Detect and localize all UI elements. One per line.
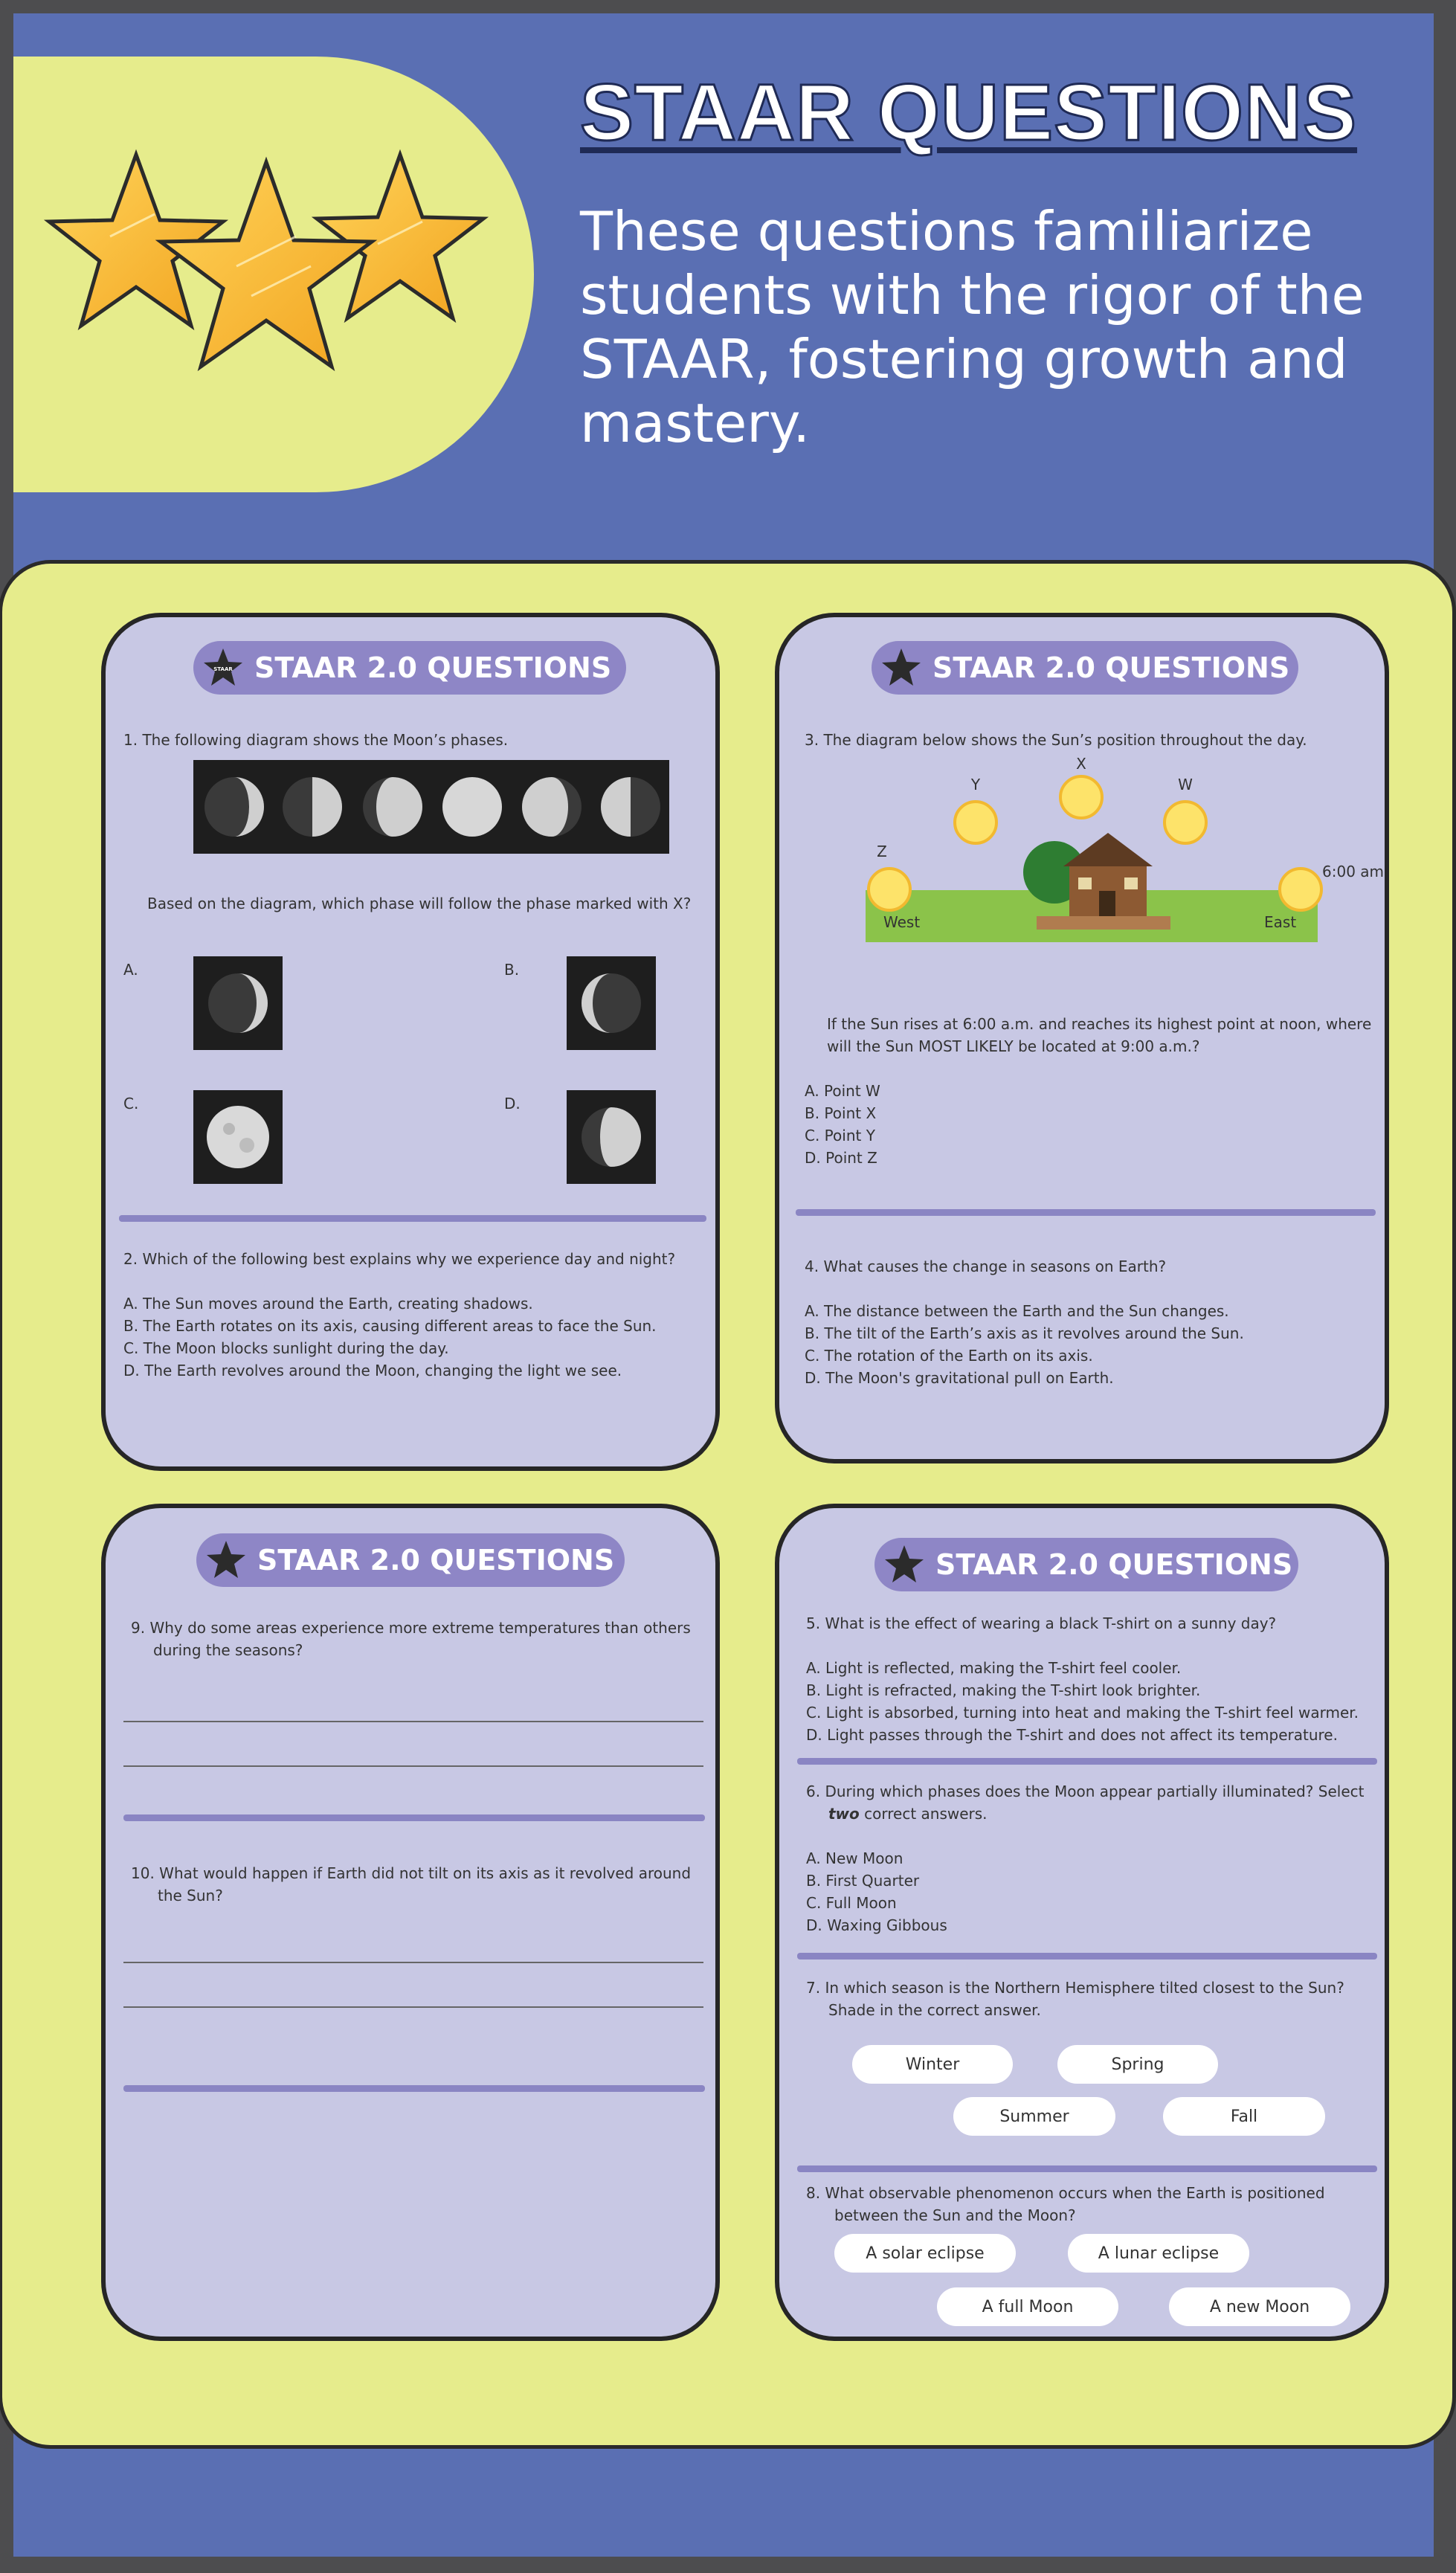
page-subtitle: These questions familiarize students with the rigor of the STAAR, fostering growth and mastery. — [580, 200, 1365, 454]
badge-text: STAAR — [213, 666, 233, 672]
option-c-moon-image[interactable] — [193, 1090, 283, 1184]
star-badge-icon — [202, 647, 244, 689]
q4-option-c[interactable]: C. The rotation of the Earth on its axis. — [805, 1347, 1093, 1365]
q4-option-b[interactable]: B. The tilt of the Earth’s axis as it revolves around the Sun. — [805, 1324, 1244, 1342]
question-2: 2. Which of the following best explains why we experience day and night? — [123, 1250, 676, 1268]
q8-choice-solar-eclipse[interactable]: A solar eclipse — [834, 2234, 1016, 2273]
time-label: 6:00 am — [1322, 863, 1385, 880]
q6-option-d[interactable]: D. Waxing Gibbous — [806, 1916, 947, 1934]
star-badge-icon — [205, 1539, 247, 1581]
question-3: 3. The diagram below shows the Sun’s position throughout the day. — [805, 731, 1307, 749]
option-b-label[interactable]: B. — [504, 961, 520, 979]
sun-label-y: Y — [970, 776, 981, 793]
q3-option-b[interactable]: B. Point X — [805, 1104, 877, 1122]
option-a-label[interactable]: A. — [123, 961, 138, 979]
card-title: STAAR 2.0 QUESTIONS — [257, 1544, 615, 1577]
answer-line[interactable] — [123, 1721, 703, 1722]
question-10-line-2: the Sun? — [158, 1887, 223, 1904]
q2-option-a[interactable]: A. The Sun moves around the Earth, creating shadows. — [123, 1295, 533, 1313]
card-title-pill — [872, 641, 1298, 695]
q6-rest: correct answers. — [859, 1805, 988, 1823]
q5-option-a[interactable]: A. Light is reflected, making the T-shirt feel cooler. — [806, 1659, 1182, 1677]
q8-choice-new-moon[interactable]: A new Moon — [1169, 2287, 1350, 2326]
question-3-prompt-line-2: will the Sun MOST LIKELY be located at 9:00 a.m.? — [827, 1037, 1200, 1055]
q2-option-d[interactable]: D. The Earth revolves around the Moon, changing the light we see. — [123, 1362, 622, 1379]
q2-option-b[interactable]: B. The Earth rotates on its axis, causing different areas to face the Sun. — [123, 1317, 657, 1335]
q6-emphasis: two — [828, 1805, 860, 1823]
q8-choice-lunar-eclipse[interactable]: A lunar eclipse — [1068, 2234, 1249, 2273]
q2-option-c[interactable]: C. The Moon blocks sunlight during the day. — [123, 1339, 449, 1357]
q3-option-d[interactable]: D. Point Z — [805, 1149, 877, 1167]
west-label: West — [883, 913, 921, 931]
answer-line[interactable] — [123, 1765, 703, 1767]
option-c-label[interactable]: C. — [123, 1095, 139, 1112]
question-6-line-2 — [828, 1803, 988, 1825]
question-8-line-1: 8. What observable phenomenon occurs when the Earth is positioned — [806, 2184, 1325, 2202]
section-divider — [796, 1209, 1376, 1216]
card-title-pill — [193, 641, 626, 695]
q7-choice-fall[interactable]: Fall — [1163, 2097, 1325, 2136]
question-1: 1. The following diagram shows the Moon’s phases. — [123, 731, 509, 749]
section-divider — [797, 1953, 1377, 1959]
option-a-moon-image[interactable] — [193, 956, 283, 1050]
q5-option-d[interactable]: D. Light passes through the T-shirt and does not affect its temperature. — [806, 1726, 1338, 1744]
option-d-moon-image[interactable] — [567, 1090, 656, 1184]
card-title: STAAR 2.0 QUESTIONS — [935, 1548, 1293, 1581]
q7-choice-spring[interactable]: Spring — [1057, 2045, 1218, 2084]
q6-option-c[interactable]: C. Full Moon — [806, 1894, 897, 1912]
option-d-label[interactable]: D. — [504, 1095, 521, 1112]
moon-phases-diagram — [193, 760, 669, 854]
sun-label-w: W — [1178, 776, 1193, 793]
q6-option-b[interactable]: B. First Quarter — [806, 1872, 920, 1890]
card-title: STAAR 2.0 QUESTIONS — [254, 651, 612, 684]
answer-line[interactable] — [123, 1962, 703, 1963]
section-divider — [797, 1758, 1377, 1765]
option-b-moon-image[interactable] — [567, 956, 656, 1050]
star-badge-icon — [883, 1544, 925, 1585]
q5-option-b[interactable]: B. Light is refracted, making the T-shirt look brighter. — [806, 1681, 1201, 1699]
q3-option-c[interactable]: C. Point Y — [805, 1127, 875, 1144]
question-card-1 — [101, 613, 720, 1471]
section-divider — [119, 1215, 706, 1222]
question-6-line-1: 6. During which phases does the Moon appear partially illuminated? Select — [806, 1783, 1365, 1800]
page-title: STAAR QUESTIONS — [580, 67, 1358, 157]
question-9-line-2: during the seasons? — [153, 1641, 303, 1659]
question-4: 4. What causes the change in seasons on Earth? — [805, 1257, 1167, 1275]
card-title-pill — [196, 1533, 625, 1587]
question-7-line-1: 7. In which season is the Northern Hemisphere tilted closest to the Sun? — [806, 1979, 1344, 1997]
question-card-3 — [101, 1504, 720, 2341]
east-label: East — [1264, 913, 1297, 931]
section-divider — [797, 2165, 1377, 2172]
question-8-line-2: between the Sun and the Moon? — [834, 2206, 1076, 2224]
question-3-prompt-line-1: If the Sun rises at 6:00 a.m. and reaches its highest point at noon, where — [827, 1015, 1372, 1033]
question-9-line-1: 9. Why do some areas experience more extreme temperatures than others — [131, 1619, 691, 1637]
question-10-line-1: 10. What would happen if Earth did not tilt on its axis as it revolved around — [131, 1864, 692, 1882]
section-divider — [123, 1814, 705, 1821]
worksheet-page — [13, 13, 1434, 2557]
q4-option-a[interactable]: A. The distance between the Earth and the Sun changes. — [805, 1302, 1229, 1320]
question-card-4 — [775, 1504, 1389, 2341]
q6-option-a[interactable]: A. New Moon — [806, 1849, 903, 1867]
q3-option-a[interactable]: A. Point W — [805, 1082, 880, 1100]
question-5: 5. What is the effect of wearing a black T-shirt on a sunny day? — [806, 1614, 1277, 1632]
sun-label-z: Z — [877, 843, 887, 860]
card-title-pill — [874, 1538, 1298, 1591]
sun-label-x: X — [1076, 755, 1086, 773]
star-badge-icon — [880, 647, 922, 689]
card-title: STAAR 2.0 QUESTIONS — [932, 651, 1290, 684]
q7-choice-winter[interactable]: Winter — [852, 2045, 1013, 2084]
q4-option-d[interactable]: D. The Moon's gravitational pull on Earth. — [805, 1369, 1114, 1387]
q8-choice-full-moon[interactable]: A full Moon — [937, 2287, 1118, 2326]
section-divider — [123, 2085, 705, 2092]
answer-line[interactable] — [123, 2006, 703, 2008]
question-card-2 — [775, 613, 1389, 1463]
q5-option-c[interactable]: C. Light is absorbed, turning into heat and making the T-shirt feel warmer. — [806, 1704, 1359, 1722]
stars-illustration — [28, 140, 504, 422]
question-1-prompt: Based on the diagram, which phase will follow the phase marked with X? — [147, 895, 692, 912]
question-7-line-2: Shade in the correct answer. — [828, 2001, 1041, 2019]
sun-position-diagram — [846, 755, 1385, 944]
q7-choice-summer[interactable]: Summer — [953, 2097, 1115, 2136]
